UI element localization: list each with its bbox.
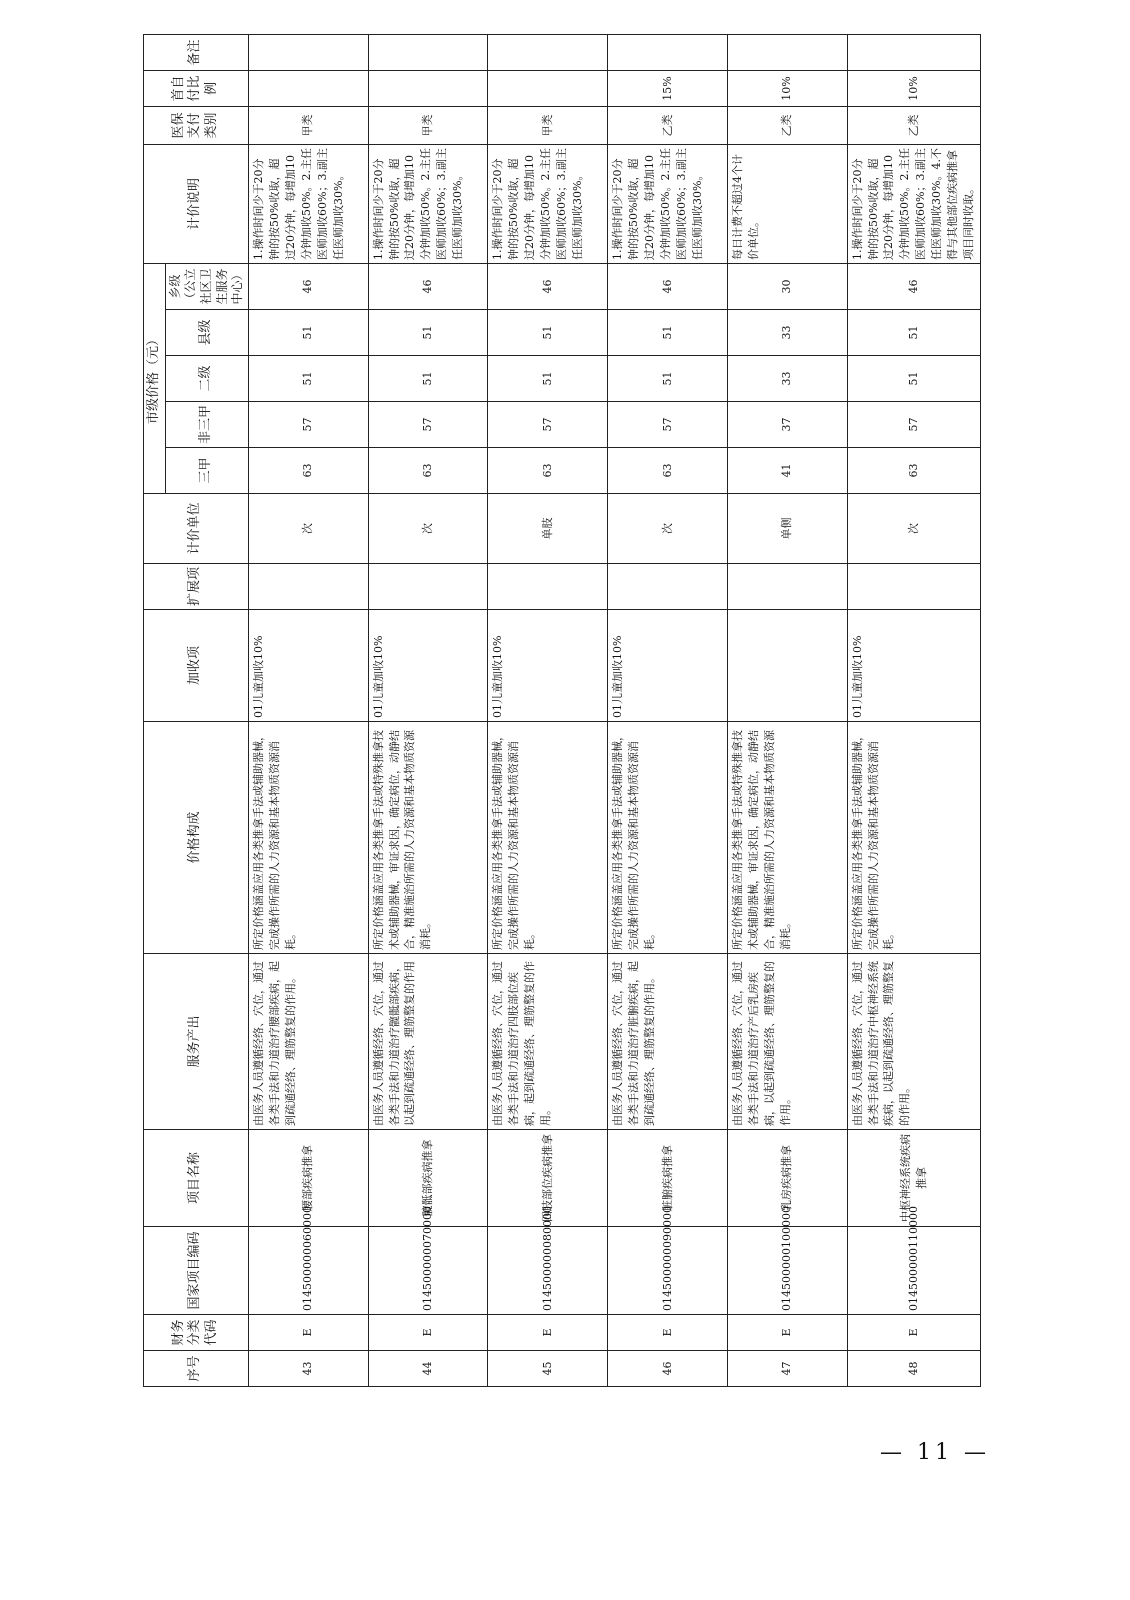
price-3a-cell: 63 xyxy=(608,448,728,494)
self-pay-ratio-cell xyxy=(368,70,488,106)
national-code-cell: 014500000060000 xyxy=(248,1227,368,1315)
insurance-type-cell: 甲类 xyxy=(248,106,368,144)
price-3a-cell: 41 xyxy=(727,448,847,494)
header-price-non-3a: 非三甲 xyxy=(165,402,248,448)
remark-cell xyxy=(368,34,488,70)
price-level2-cell: 33 xyxy=(727,356,847,402)
price-3a-cell: 63 xyxy=(488,448,608,494)
header-price-composition: 价格构成 xyxy=(144,722,249,954)
unit-cell: 次 xyxy=(368,494,488,564)
price-town-cell: 46 xyxy=(248,263,368,309)
header-seq: 序号 xyxy=(144,1351,249,1387)
header-item-name: 项目名称 xyxy=(144,1130,249,1227)
price-composition-cell: 所定价格涵盖应用各类推拿手法或特殊推拿技术或辅助器械，审证求因，确定病位，动静结合，精准施治所需的人力资源和基本物质资源消耗。 xyxy=(727,722,847,954)
unit-cell: 单侧 xyxy=(727,494,847,564)
self-pay-ratio-cell: 15% xyxy=(608,70,728,106)
price-composition-cell: 所定价格涵盖应用各类推拿手法或辅助器械，完成操作所需的人力资源和基本物质资源消耗。 xyxy=(608,722,728,954)
insurance-type-cell: 甲类 xyxy=(488,106,608,144)
service-output-cell: 由医务人员遵循经络、穴位，通过各类手法和力道治疗产后乳房疾病，以起到疏通经络、理筋整复的作用。 xyxy=(727,954,847,1130)
price-town-cell: 46 xyxy=(847,263,980,309)
header-expand-item: 扩展项 xyxy=(144,564,249,610)
service-output-cell: 由医务人员遵循经络、穴位，通过各类手法和力道治疗髋骶部疾病，以起到疏通经络、理筋整复的作用 xyxy=(368,954,488,1130)
price-table xyxy=(143,34,981,1387)
table-row xyxy=(727,34,847,1386)
price-note-cell: 1.操作时间少于20分钟的按50%收取，超过20分钟，每增加10分钟加收50%。2.主任医师加收60%；3.副主任医师加收30%。4.不得与其他部位疾病推拿项目同时收取。 xyxy=(847,144,980,263)
remark-cell xyxy=(847,34,980,70)
table-row xyxy=(488,34,608,1386)
fin-code-cell: E xyxy=(727,1315,847,1351)
header-city-price: 市级价格（元） xyxy=(144,263,166,493)
service-output-cell: 由医务人员遵循经络、穴位，通过各类手法和力道治疗中枢神经系统疾病，以起到疏通经络、理筋整复的作用。 xyxy=(847,954,980,1130)
price-level2-cell: 51 xyxy=(248,356,368,402)
service-output-cell: 由医务人员遵循经络、穴位，通过各类手法和力道治疗腰部疾病，起到疏通经络、理筋整复的作用。 xyxy=(248,954,368,1130)
extra-charge-cell: 01儿童加收10% xyxy=(847,610,980,722)
price-note-cell: 1.操作时间少于20分钟的按50%收取，超过20分钟，每增加10分钟加收50%。2.主任医师加收60%；3.副主任医师加收30%。 xyxy=(368,144,488,263)
header-price-level2: 二级 xyxy=(165,356,248,402)
extra-charge-cell: 01儿童加收10% xyxy=(248,610,368,722)
seq-cell: 47 xyxy=(727,1351,847,1387)
price-non-3a-cell: 57 xyxy=(608,402,728,448)
fin-code-cell: E xyxy=(488,1315,608,1351)
price-non-3a-cell: 37 xyxy=(727,402,847,448)
insurance-type-cell: 乙类 xyxy=(727,106,847,144)
unit-cell: 次 xyxy=(847,494,980,564)
expand-cell xyxy=(608,564,728,610)
fin-code-cell: E xyxy=(368,1315,488,1351)
rotated-price-table xyxy=(143,39,981,1387)
header-national-code: 国家项目编码 xyxy=(144,1227,249,1315)
self-pay-ratio-cell xyxy=(488,70,608,106)
page-number: — 11 — xyxy=(880,1440,990,1465)
price-level2-cell: 51 xyxy=(608,356,728,402)
price-note-cell: 1.操作时间少于20分钟的按50%收取，超过20分钟，每增加10分钟加收50%。2.主任医师加收60%；3.副主任医师加收30%。 xyxy=(608,144,728,263)
price-level2-cell: 51 xyxy=(488,356,608,402)
price-level2-cell: 51 xyxy=(368,356,488,402)
header-unit: 计价单位 xyxy=(144,494,249,564)
table-row xyxy=(248,34,368,1386)
seq-cell: 45 xyxy=(488,1351,608,1387)
extra-charge-cell: 01儿童加收10% xyxy=(608,610,728,722)
price-non-3a-cell: 57 xyxy=(248,402,368,448)
remark-cell xyxy=(488,34,608,70)
price-composition-cell: 所定价格涵盖应用各类推拿手法或特殊推拿技术或辅助器械，审证求因，确定病位，动静结合，精准施治所需的人力资源和基本物质资源消耗。 xyxy=(368,722,488,954)
fin-code-cell: E xyxy=(608,1315,728,1351)
seq-cell: 46 xyxy=(608,1351,728,1387)
price-note-cell: 1.操作时间少于20分钟的按50%收取，超过20分钟，每增加10分钟加收50%。2.主任医师加收60%；3.副主任医师加收30%。 xyxy=(488,144,608,263)
expand-cell xyxy=(488,564,608,610)
header-self-pay-ratio: 首自付比例 xyxy=(144,70,249,106)
item-name-cell: 中枢神经系统疾病推拿 xyxy=(847,1130,980,1227)
item-name-cell: 腰部疾病推拿 xyxy=(248,1130,368,1227)
unit-cell: 次 xyxy=(608,494,728,564)
expand-cell xyxy=(368,564,488,610)
service-output-cell: 由医务人员遵循经络、穴位，通过各类手法和力道治疗四肢部位疾病，起到疏通经络、理筋整复的作用。 xyxy=(488,954,608,1130)
insurance-type-cell: 甲类 xyxy=(368,106,488,144)
price-county-cell: 51 xyxy=(248,310,368,356)
price-composition-cell: 所定价格涵盖应用各类推拿手法或辅助器械，完成操作所需的人力资源和基本物质资源消耗。 xyxy=(488,722,608,954)
seq-cell: 43 xyxy=(248,1351,368,1387)
item-name-cell: 乳房疾病推拿 xyxy=(727,1130,847,1227)
header-price-town: 乡级（公立社区卫生服务中心） xyxy=(165,263,248,309)
national-code-cell: 014500000100000 xyxy=(727,1227,847,1315)
insurance-type-cell: 乙类 xyxy=(608,106,728,144)
seq-cell: 48 xyxy=(847,1351,980,1387)
insurance-type-cell: 乙类 xyxy=(847,106,980,144)
price-county-cell: 51 xyxy=(847,310,980,356)
header-remark: 备注 xyxy=(144,34,249,70)
price-composition-cell: 所定价格涵盖应用各类推拿手法或辅助器械，完成操作所需的人力资源和基本物质资源消耗。 xyxy=(847,722,980,954)
price-county-cell: 33 xyxy=(727,310,847,356)
item-name-cell: 脏腑疾病推拿 xyxy=(608,1130,728,1227)
expand-cell xyxy=(727,564,847,610)
price-non-3a-cell: 57 xyxy=(847,402,980,448)
price-3a-cell: 63 xyxy=(368,448,488,494)
price-level2-cell: 51 xyxy=(847,356,980,402)
table-body xyxy=(248,34,980,1386)
header-row-1 xyxy=(144,34,166,1386)
extra-charge-cell: 01儿童加收10% xyxy=(368,610,488,722)
price-county-cell: 51 xyxy=(488,310,608,356)
remark-cell xyxy=(727,34,847,70)
remark-cell xyxy=(248,34,368,70)
header-price-note: 计价说明 xyxy=(144,144,249,263)
price-3a-cell: 63 xyxy=(248,448,368,494)
price-non-3a-cell: 57 xyxy=(368,402,488,448)
service-output-cell: 由医务人员遵循经络、穴位，通过各类手法和力道治疗脏腑疾病，起到疏通经络、理筋整复的作用。 xyxy=(608,954,728,1130)
extra-charge-cell: 01儿童加收10% xyxy=(488,610,608,722)
price-town-cell: 46 xyxy=(368,263,488,309)
national-code-cell: 014500000110000 xyxy=(847,1227,980,1315)
national-code-cell: 014500000080000 xyxy=(488,1227,608,1315)
national-code-cell: 014500000090000 xyxy=(608,1227,728,1315)
header-extra-charge: 加收项 xyxy=(144,610,249,722)
price-note-cell: 每日计费不超过4个计价单位。 xyxy=(727,144,847,263)
item-name-cell: 髋骶部疾病推拿 xyxy=(368,1130,488,1227)
remark-cell xyxy=(608,34,728,70)
national-code-cell: 014500000070000 xyxy=(368,1227,488,1315)
expand-cell xyxy=(248,564,368,610)
header-fin-code: 财务分类代码 xyxy=(144,1315,249,1351)
table-row xyxy=(847,34,980,1386)
self-pay-ratio-cell: 10% xyxy=(727,70,847,106)
expand-cell xyxy=(847,564,980,610)
price-county-cell: 51 xyxy=(608,310,728,356)
header-insurance-type: 医保支付类别 xyxy=(144,106,249,144)
price-town-cell: 46 xyxy=(488,263,608,309)
header-price-county: 县级 xyxy=(165,310,248,356)
price-town-cell: 46 xyxy=(608,263,728,309)
price-note-cell: 1.操作时间少于20分钟的按50%收取，超过20分钟，每增加10分钟加收50%。2.主任医师加收60%；3.副主任医师加收30%。 xyxy=(248,144,368,263)
item-name-cell: 四肢部位疾病推拿 xyxy=(488,1130,608,1227)
unit-cell: 次 xyxy=(248,494,368,564)
price-3a-cell: 63 xyxy=(847,448,980,494)
table-row xyxy=(368,34,488,1386)
fin-code-cell: E xyxy=(248,1315,368,1351)
self-pay-ratio-cell xyxy=(248,70,368,106)
fin-code-cell: E xyxy=(847,1315,980,1351)
self-pay-ratio-cell: 10% xyxy=(847,70,980,106)
seq-cell: 44 xyxy=(368,1351,488,1387)
extra-charge-cell xyxy=(727,610,847,722)
price-county-cell: 51 xyxy=(368,310,488,356)
unit-cell: 单肢 xyxy=(488,494,608,564)
header-service-output: 服务产出 xyxy=(144,954,249,1130)
header-price-3a: 三甲 xyxy=(165,448,248,494)
table-row xyxy=(608,34,728,1386)
price-non-3a-cell: 57 xyxy=(488,402,608,448)
price-composition-cell: 所定价格涵盖应用各类推拿手法或辅助器械，完成操作所需的人力资源和基本物质资源消耗。 xyxy=(248,722,368,954)
price-town-cell: 30 xyxy=(727,263,847,309)
